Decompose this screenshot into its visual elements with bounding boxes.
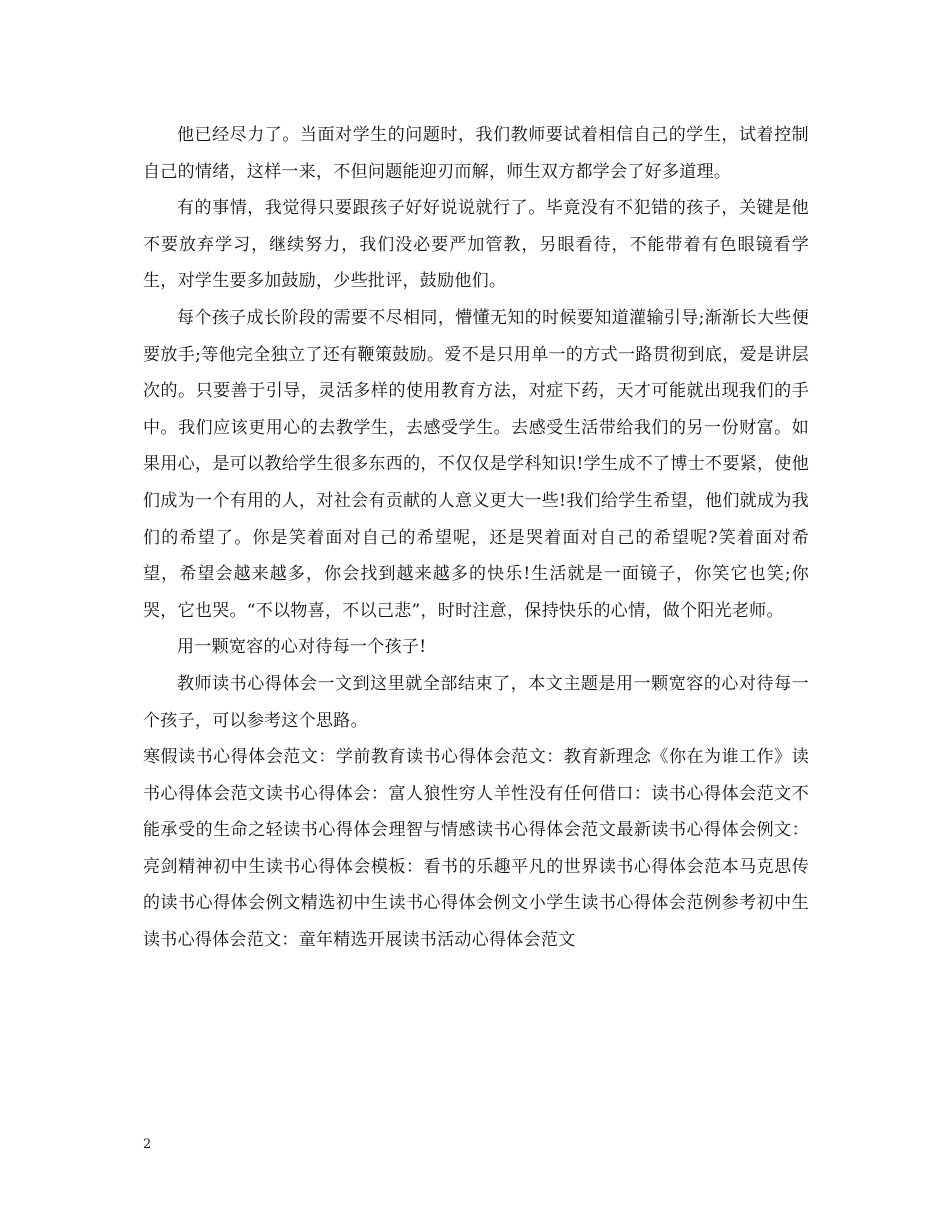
paragraph-4: 用一颗宽容的心对待每一个孩子! <box>177 637 427 658</box>
document-body <box>143 117 809 959</box>
page-number: 2 <box>143 1137 152 1152</box>
paragraph-5: 教师读书心得体会一文到这里就全部结束了，本文主题是用一颗宽容的心对待每一个孩子，可以参考这个思路。 <box>143 673 809 731</box>
paragraph-3: 每个孩子成长阶段的需要不尽相同，懵懂无知的时候要知道灌输引导;渐渐长大些便要放手;等他完全独立了还有鞭策鼓励。爱不是只用单一的方式一路贯彻到底，爱是讲层次的。只要善于引导，灵活多样的使用教育方法，对症下药，天才可能就出现我们的手中。我们应该更用心的去教学生，去感受学生。去感受生活带给我们的另一份财富。如果用心，是可以教给学生很多东西的，不仅仅是学科知识!学生成不了博士不要紧，使他们成为一个有用的人，对社会有贡献的人意义更大一些!我们给学生希望，他们就成为我们的希望了。你是笑着面对自己的希望呢，还是哭着面对自己的希望呢?笑着面对希望，希望会越来越多，你会找到越来越多的快乐!生活就是一面镜子，你笑它也笑;你哭，它也哭。“不以物喜，不以己悲”，时时注意，保持快乐的心情，做个阳光老师。 <box>143 307 809 621</box>
related-articles-paragraph: 寒假读书心得体会范文：学前教育读书心得体会范文：教育新理念《你在为谁工作》读书心得体会范文读书心得体会：富人狼性穷人羊性没有任何借口：读书心得体会范文不能承受的生命之轻读书心得体会理智与情感读书心得体会范文最新读书心得体会例文：亮剑精神初中生读书心得体会模板：看书的乐趣平凡的世界读书心得体会范本马克思传的读书心得体会例文精选初中生读书心得体会例文小学生读书心得体会范例参考初中生读书心得体会范文：童年精选开展读书活动心得体会范文 <box>143 747 809 951</box>
paragraph-2: 有的事情，我觉得只要跟孩子好好说说就行了。毕竟没有不犯错的孩子，关键是他不要放弃学习，继续努力，我们没必要严加管教，另眼看待，不能带着有色眼镜看学生，对学生要多加鼓励，少些批评，鼓励他们。 <box>143 198 809 292</box>
paragraph-1: 他已经尽力了。当面对学生的问题时，我们教师要试着相信自己的学生，试着控制自己的情绪，这样一来，不但问题能迎刃而解，师生双方都学会了好多道理。 <box>143 125 809 182</box>
